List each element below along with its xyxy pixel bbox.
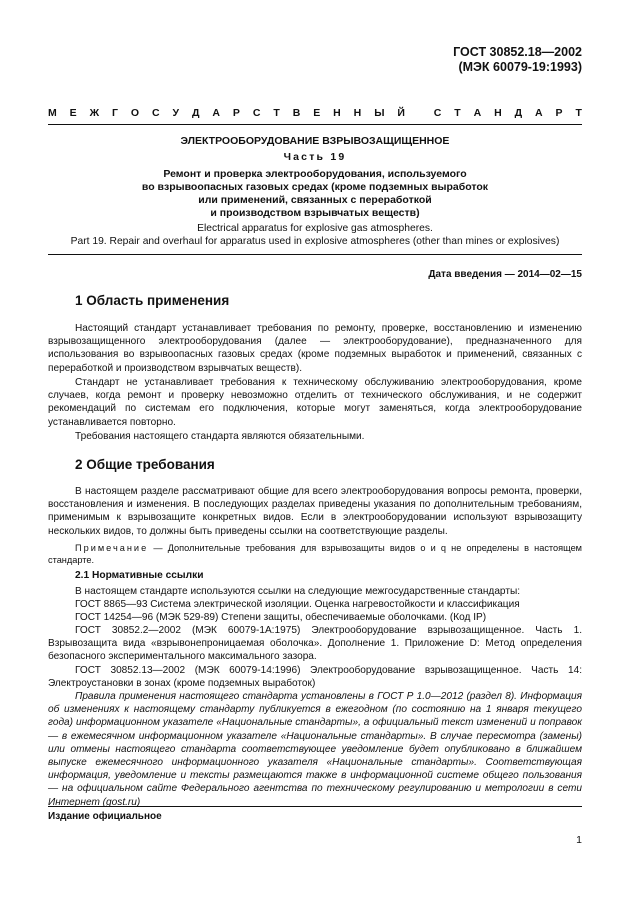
part-label: Часть 19 <box>283 151 347 163</box>
banner-letter: Ы <box>374 107 385 119</box>
banner-letter: А <box>473 107 482 119</box>
official-edition-label: Издание официальное <box>48 811 162 822</box>
banner-letter: Р <box>232 107 240 119</box>
banner-letter: В <box>292 107 301 119</box>
footer-rule <box>48 806 582 807</box>
banner-letter: Г <box>112 107 118 119</box>
banner-letter: Й <box>397 107 405 119</box>
reference-item <box>48 624 582 664</box>
paragraph-text: Стандарт не устанавливает требования к техническому обслуживанию электрооборудования, кроме случаев, когда ремонт и проверку невозможно отделить от технического обслуживания, и не содержит рекомендаций по системам его подключения, которые могут заменяться, когда электрооборудование устанавливается повторно. <box>48 377 582 428</box>
page-number: 1 <box>576 834 582 846</box>
document-code-block <box>453 45 582 75</box>
banner-letter: О <box>130 107 140 119</box>
banner-letter: А <box>212 107 220 119</box>
note-text: — Дополнительные требования для взрывозащиты видов о и q не определены в настоящем стандарте. <box>48 543 582 566</box>
banner-letter: С <box>152 107 160 119</box>
banner-letter: Н <box>494 107 502 119</box>
reference-text: ГОСТ 8865—93 Система электрической изоляции. Оценка нагревостойкости и классификация <box>75 599 520 610</box>
banner-letter: Т <box>575 107 582 119</box>
subtitle-line: и производством взрывчатых веществ) <box>210 207 420 219</box>
references-intro <box>48 585 582 598</box>
subtitle-line: во взрывоопасных газовых средах (кроме подземных выработок <box>141 181 489 193</box>
section-2-paragraph <box>48 485 582 538</box>
banner-letter: Н <box>333 107 341 119</box>
banner-letter: Д <box>514 107 523 119</box>
banner-letter: С <box>433 107 442 119</box>
english-title <box>48 222 582 248</box>
section-2-heading: 2 Общие требования <box>75 457 215 472</box>
banner-letter: Е <box>313 107 321 119</box>
interstate-standard-banner <box>48 107 582 119</box>
banner-letter <box>418 107 421 119</box>
section-1-paragraph <box>48 376 582 429</box>
note-label: Примечание <box>75 543 149 553</box>
title-rule <box>48 254 582 255</box>
subtitle-line: Ремонт и проверка электрооборудования, используемого <box>163 168 467 180</box>
section-1-paragraph <box>48 430 582 443</box>
banner-letter: А <box>535 107 543 119</box>
subsection-heading: 2.1 Нормативные ссылки <box>75 570 204 581</box>
english-title-line: Part 19. Repair and overhaul for apparatus used in explosive atmospheres (other than mines or explosives) <box>70 236 560 247</box>
iec-code: (МЭК 60079-19:1993) <box>458 60 582 74</box>
reference-item <box>48 664 582 690</box>
reference-text: ГОСТ 30852.13—2002 (МЭК 60079-14:1996) Электрооборудование взрывозащищенное. Часть 14: Электроустановки в зонах (кроме подземных выработок) <box>48 665 582 690</box>
note <box>48 542 582 566</box>
banner-letter: Т <box>454 107 461 119</box>
paragraph-text: Требования настоящего стандарта являются обязательными. <box>75 431 365 442</box>
paragraph-text: В настоящем стандарте используются ссылки на следующие межгосударственные стандарты: <box>75 586 521 597</box>
banner-rule <box>48 124 582 125</box>
banner-letter: М <box>48 107 57 119</box>
paragraph-text: Настоящий стандарт устанавливает требования по ремонту, проверке, восстановлению и изменению взрывозащищенного электрооборудования (далее — электрооборудование), предназначенного для использования во взрывоопасных газовых средах (кроме подземных выработок и применений, связанных с переработкой и производством взрывчатых веществ). <box>48 323 582 374</box>
banner-letter: Р <box>555 107 563 119</box>
banner-letter: Е <box>69 107 77 119</box>
banner-letter: Ж <box>89 107 100 119</box>
paragraph-text: Правила применения настоящего стандарта установлены в ГОСТ Р 1.0—2012 (раздел 8). Информация об изменениях к настоящему стандарту публикуется в ежегодном (по состоянию на 1 января текущего года) информационном указателе «Национальные стандарты», а официальный текст изменений и поправок — в ежемесячном информационном указателе «Национальные стандарты». В случае пересмотра (замены) или отмены настоящего стандарта соответствующее уведомление будет опубликовано в ближайшем выпуске ежемесячного информационного указателя «Национальные стандарты». Соответствующая информация, уведомление и тексты размещаются также в информационной системе общего пользования — на официальном сайте Федерального агентства по техническому регулированию и метрологии в сети Интернет (gost.ru) <box>48 691 582 808</box>
banner-letter: У <box>172 107 180 119</box>
reference-text: ГОСТ 30852.2—2002 (МЭК 60079-1А:1975) Электрооборудование взрывозащищенное. Часть 1. Взрывозащита вида «взрывонепроницаемая оболочка». Дополнение 1. Приложение D: Метод определения безопасного экспериментального максимального зазора. <box>48 625 582 663</box>
paragraph-text: В настоящем разделе рассматривают общие для всего электрооборудования вопросы ремонта, проверки, восстановления и изменения. В последующих разделах приведены указания по дополнительным требованиям, применимым к взрывозащите конкретных видов. Если в электрооборудовании используют взрывозащиту нескольких видов, то должны быть приведены ссылки на соответствующие разделы. <box>48 486 582 537</box>
reference-item <box>48 598 582 611</box>
section-1-paragraph <box>48 322 582 375</box>
reference-text: ГОСТ 14254—96 (МЭК 529-89) Степени защиты, обеспечиваемые оболочками. (Код IP) <box>75 612 487 623</box>
banner-letter: Н <box>353 107 362 119</box>
application-rules-paragraph <box>48 690 582 809</box>
banner-letter: Д <box>191 107 200 119</box>
document-code: ГОСТ 30852.18—2002 <box>453 45 582 59</box>
subtitle-line: или применений, связанных с переработкой <box>198 194 432 206</box>
introduction-date: Дата введения — 2014—02—15 <box>428 269 582 280</box>
reference-item <box>48 611 582 624</box>
section-1-heading: 1 Область применения <box>75 293 230 308</box>
english-title-line: Electrical apparatus for explosive gas atmospheres. <box>197 223 433 234</box>
standard-title: ЭЛЕКТРООБОРУДОВАНИЕ ВЗРЫВОЗАЩИЩЕННОЕ <box>180 135 450 147</box>
banner-letter: Т <box>273 107 280 119</box>
standard-subtitle <box>48 168 582 220</box>
banner-letter: С <box>252 107 261 119</box>
